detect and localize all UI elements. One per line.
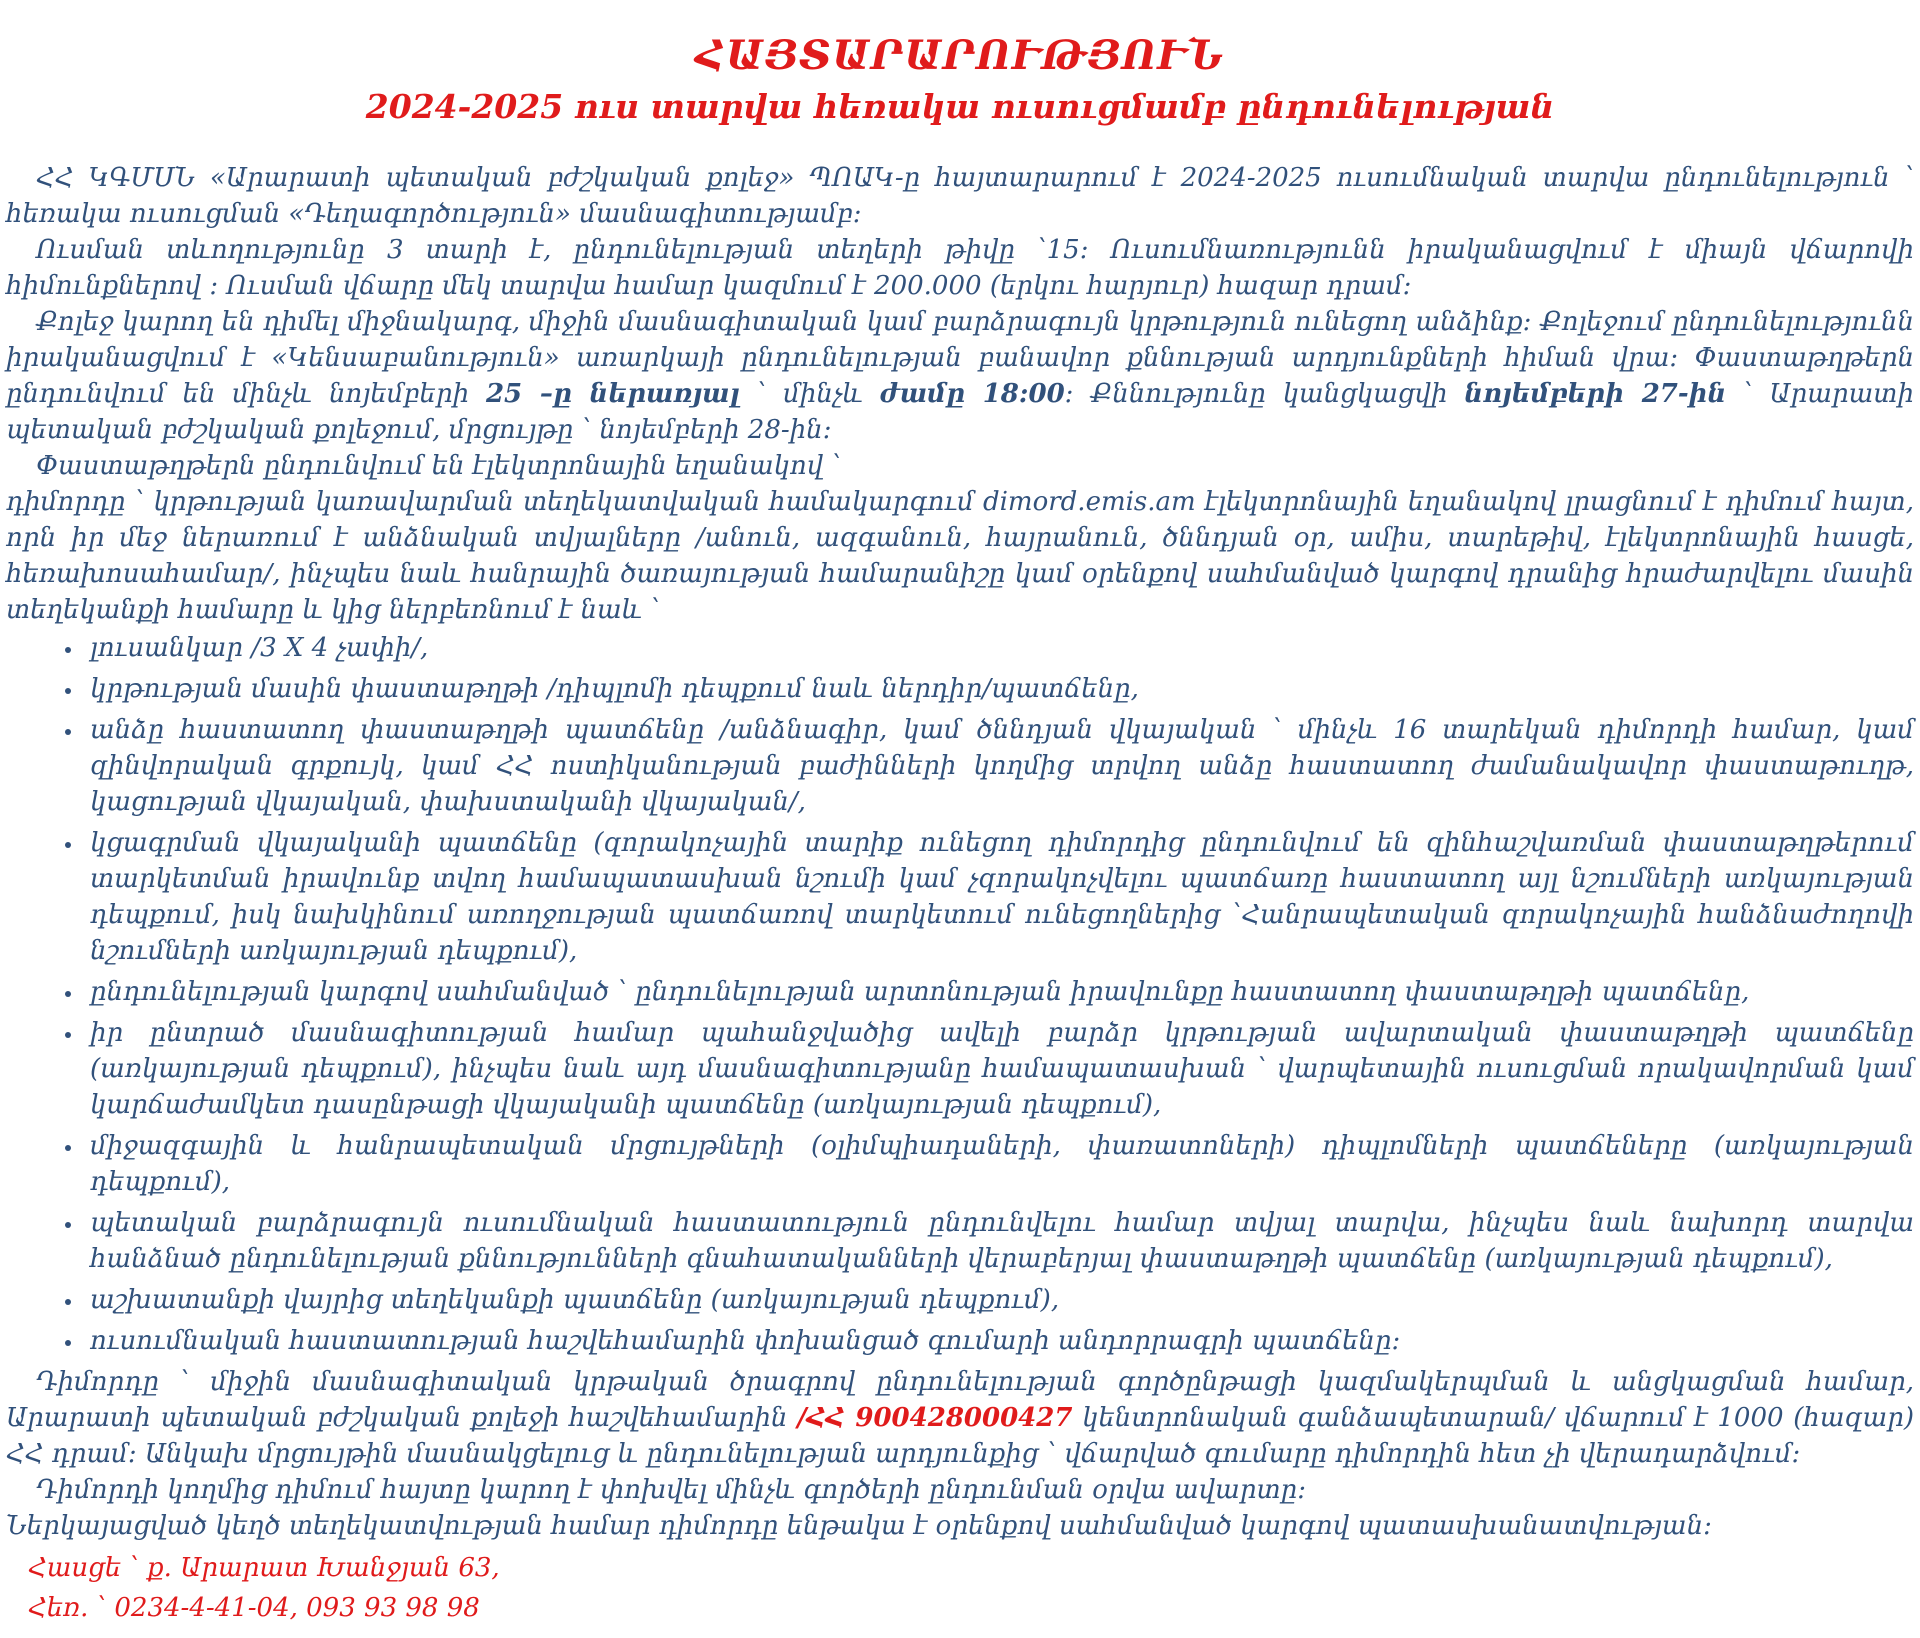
list-item xyxy=(84,1205,1914,1277)
text-run: կրթության մասին փաստաթղթի /դիպլոմի դեպքում նաև ներդիր/պատճենը, xyxy=(90,674,1139,704)
list-item xyxy=(84,1282,1914,1318)
text-run: լուսանկար /3 X 4 չափի/, xyxy=(90,633,429,663)
text-run: միջազգային և հանրապետական մրցույթների (օլիմպիադաների, փառատոների) դիպլոմների պատճեները (առկայության դեպքում), xyxy=(90,1131,1914,1197)
text-run: Ներկայացված կեղծ տեղեկատվության համար դիմորդը ենթակա է օրենքով սահմանված կարգով պատասխանատվության: xyxy=(6,1511,1712,1541)
text-run: : Քննությունը կանցկացվի xyxy=(1064,379,1465,409)
requirements-list xyxy=(6,630,1914,1359)
text-run: 25 –ը ներառյալ xyxy=(485,379,740,409)
text-run: Դիմորդի կողմից դիմում հայտը կարող է փոխվել մինչև գործերի ընդունման օրվա ավարտը: xyxy=(36,1475,1306,1505)
text-run: ՝ Արարատի պետական բժշկական քոլեջում, մրցույթը ՝ նոյեմբերի 28-ին: xyxy=(6,379,1914,445)
text-run: պետական բարձրագույն ուսումնական հաստատություն ընդունվելու համար տվյալ տարվա, ինչպես նաև նախորդ տարվա հանձնած ընդունելության քննությունների գնահատականների վերաբերյալ փաստաթղթի պատճենը (առկայության դեպքում), xyxy=(90,1208,1914,1274)
text-run: ՝ մինչև xyxy=(739,379,880,409)
text-run: աշխատանքի վայրից տեղեկանքի պատճենը (առկայության դեպքում), xyxy=(90,1285,1060,1315)
paragraph xyxy=(6,484,1914,628)
list-item xyxy=(84,630,1914,666)
text-run: Քոլեջ կարող են դիմել միջնակարգ, միջին մասնագիտական կամ բարձրագույն կրթություն ունեցող անձինք: Քոլեջում ընդունելությունն իրականացվում է «Կենսաբանություն» առարկայի ընդունելության բանավոր քննության արդյունքների հիման վրա: Փաստաթղթերն ընդունվում են մինչև նոյեմբերի xyxy=(6,307,1914,409)
paragraph xyxy=(6,1472,1914,1508)
paragraph xyxy=(6,1508,1914,1544)
text-run: կենտրոնական գանձապետարան/ վճարում է 1000 (հազար) ՀՀ դրամ: Անկախ մրցույթին մասնակցելուց և ընդունելության արդյունքից ՝ վճարված գումարը դիմորդին հետ չի վերադարձվում: xyxy=(6,1403,1915,1469)
text-run: դիմորդը ՝ կրթության կառավարման տեղեկատվական համակարգում dimord.emis.am էլեկտրոնային եղանակով լրացնում է դիմում հայտ, որն իր մեջ ներառում է անձնական տվյալները /անուն, ազգանուն, հայրանուն, ծննդյան օր, ամիս, տարեթիվ, էլեկտրոնային հասցե, հեռախոսահամար/, ինչպես նաև հանրային ծառայության համարանիշը կամ օրենքով սահմանված կարգով դրանից հրաժարվելու մասին տեղեկանքի համարը և կից ներբեռնում է նաև ՝ xyxy=(6,487,1914,625)
paragraph xyxy=(6,1364,1914,1472)
document-body xyxy=(6,160,1914,1544)
list-item xyxy=(84,1128,1914,1200)
document-title: ՀԱՅՏԱՐԱՐՈՒԹՅՈՒՆ xyxy=(695,32,1225,79)
paragraph xyxy=(6,160,1914,232)
list-item xyxy=(84,1015,1914,1123)
contact-block xyxy=(6,1548,1914,1628)
list-item xyxy=(84,712,1914,820)
text-run: անձը հաստատող փաստաթղթի պատճենը /անձնագիր, կամ ծննդյան վկայական ՝ մինչև 16 տարեկան դիմորդի համար, կամ զինվորական գրքույկ, կամ ՀՀ ոստիկանության բաժինների կողմից տրվող անձը հաստատող ժամանակավոր փաստաթուղթ, կացության վկայական, փախստականի վկայական/, xyxy=(90,715,1914,817)
text-run: Փաստաթղթերն ընդունվում են էլեկտրոնային եղանակով ՝ xyxy=(36,451,841,481)
text-run: կցագրման վկայականի պատճենը (զորակոչային տարիք ունեցող դիմորդից ընդունվում են զինհաշվառման փաստաթղթերում տարկետման իրավունք տվող համապատասխան նշումի կամ չզորակոչվելու պատճառը հաստատող այլ նշումների առկայության դեպքում, իսկ նախկինում առողջության պատճառով տարկետում ունեցողներից ՝Հանրապետական զորակոչային հանձնաժողովի նշումների առկայության դեպքում), xyxy=(90,828,1914,966)
document-subtitle: 2024-2025 ուս տարվա հեռակա ուսուցմամբ ընդունելության xyxy=(365,87,1555,126)
list-item xyxy=(84,825,1914,969)
paragraph xyxy=(6,232,1914,304)
paragraph xyxy=(6,448,1914,484)
text-run: իր ընտրած մասնագիտության համար պահանջվածից ավելի բարձր կրթության ավարտական փաստաթղթի պատճենը (առկայության դեպքում), ինչպես նաև այդ մասնագիտությանը համապատասխան ՝ վարպետային ուսուցման որակավորման կամ կարճաժամկետ դասընթացի վկայականի պատճենը (առկայության դեպքում), xyxy=(90,1018,1914,1120)
text-run: /ՀՀ 900428000427 xyxy=(797,1403,1073,1433)
paragraph xyxy=(6,304,1914,448)
text-run: Դիմորդը ՝ միջին մասնագիտական կրթական ծրագրով ընդունելության գործընթացի կազմակերպման և անցկացման համար, Արարատի պետական բժշկական քոլեջի հաշվեհամարին xyxy=(6,1367,1914,1433)
text-run: ուսումնական հաստատության հաշվեհամարին փոխանցած գումարի անդորրագրի պատճենը: xyxy=(90,1326,1401,1356)
text-run: ՀՀ ԿԳՄՍՆ «Արարատի պետական բժշկական քոլեջ» ՊՈԱԿ-ը հայտարարում է 2024-2025 ուսումնական տարվա ընդունելություն ՝ հեռակա ուսուցման «Դեղագործություն» մասնագիտությամբ: xyxy=(6,163,1914,229)
contact-phone: Հեռ. ՝ 0234-4-41-04, 093 93 98 98 xyxy=(28,1593,480,1623)
list-item xyxy=(84,974,1914,1010)
text-run: Ուսման տևողությունը 3 տարի է, ընդունելության տեղերի թիվը ՝15: Ուսումնառությունն իրականացվում է միայն վճարովի հիմունքներով : Ուսման վճարը մեկ տարվա համար կազմում է 200.000 (երկու հարյուր) հազար դրամ: xyxy=(6,235,1914,301)
list-item xyxy=(84,671,1914,707)
text-run: ընդունելության կարգով սահմանված ՝ ընդունելության արտոնության իրավունքը հաստատող փաստաթղթի պատճենը, xyxy=(90,977,1750,1007)
text-run: նոյեմբերի 27-ին xyxy=(1464,379,1727,409)
list-item xyxy=(84,1323,1914,1359)
text-run: ժամը 18:00 xyxy=(879,379,1065,409)
contact-address: Հասցե ՝ ք. Արարատ Խանջյան 63, xyxy=(28,1553,500,1583)
